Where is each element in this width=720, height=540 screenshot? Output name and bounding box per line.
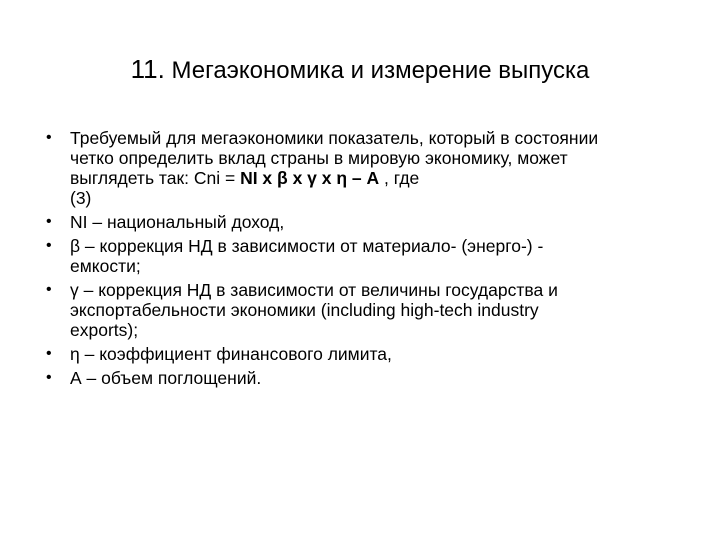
bullet-list [46, 128, 686, 392]
formula-expression: NI x β x γ x η – A [240, 168, 380, 188]
bullet-icon: • [46, 345, 52, 362]
bullet-item-beta [46, 236, 686, 276]
bullet-item-ni [46, 212, 686, 232]
bullet-line: η – коэффициент финансового лимита, [70, 344, 392, 364]
slide-title [0, 54, 720, 86]
bullet-icon: • [46, 237, 52, 254]
bullet-line: А – объем поглощений. [70, 368, 262, 388]
bullet-icon: • [46, 129, 52, 146]
bullet-line: exports); [70, 320, 139, 340]
bullet-item-gamma [46, 280, 686, 340]
formula-suffix: , где [379, 168, 420, 188]
bullet-line: γ – коррекция НД в зависимости от величины государства и [70, 280, 558, 300]
bullet-line: β – коррекция НД в зависимости от материало- (энерго-) - [70, 236, 544, 256]
bullet-icon: • [46, 369, 52, 386]
bullet-line: четко определить вклад страны в мировую экономику, может [70, 148, 568, 168]
bullet-line: Требуемый для мегаэкономики показатель, который в состоянии [70, 128, 599, 148]
slide-title-text: Мегаэкономика и измерение выпуска [171, 57, 590, 84]
bullet-line: NI – национальный доход, [70, 212, 285, 232]
bullet-item-indicator [46, 128, 686, 208]
bullet-line: емкости; [70, 256, 141, 276]
formula-prefix: выглядеть так: Cni = [70, 168, 241, 188]
bullet-item-eta [46, 344, 686, 364]
bullet-item-a [46, 368, 686, 388]
formula-reference: (3) [70, 188, 92, 208]
formula-line [70, 168, 686, 188]
bullet-icon: • [46, 213, 52, 230]
slide-title-number: 11. [130, 54, 165, 84]
bullet-icon: • [46, 281, 52, 298]
bullet-line: экспортабельности экономики (including high-tech industry [70, 300, 539, 320]
